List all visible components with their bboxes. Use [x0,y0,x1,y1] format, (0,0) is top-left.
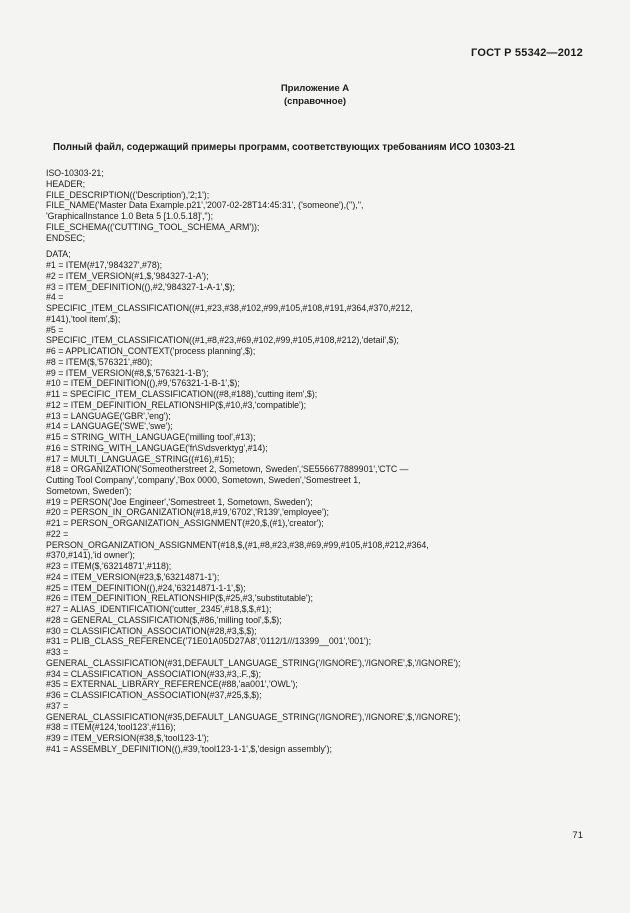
code-line: DATA; [46,249,71,260]
code-line: #34 = CLASSIFICATION_ASSOCIATION(#33,#3,.F.,$); [46,668,262,679]
code-line: #6 = APPLICATION_CONTEXT('process planning',$); [46,346,256,356]
code-line: FILE_DESCRIPTION(('Description'),'2;1'); [46,189,210,200]
code-line: #33 = [46,647,69,657]
code-line: #4 = [46,292,64,303]
code-line: FILE_NAME('Master Data Example.p21','2007-02-28T14:45:31', ('someone'),(''),'', [46,200,364,211]
code-line: #31 = PLIB_CLASS_REFERENCE('71E01A05D27A8','0112/1///13399__001','001'); [46,636,372,647]
code-line: #141),'tool item',$); [46,313,121,324]
code-line: #21 = PERSON_ORGANIZATION_ASSIGNMENT(#20,$,(#1),'creator'); [46,518,324,528]
code-line: FILE_SCHEMA(('CUTTING_TOOL_SCHEMA_ARM')); [46,221,260,232]
code-line: #22 = [46,528,69,539]
code-line: #37 = [46,700,69,711]
code-line: #38 = ITEM(#124,'tool123',#116); [46,722,176,733]
code-line: 'GraphicalInstance 1.0 Beta 5 [1.0.5.18]',''); [46,211,214,221]
standard-header: ГОСТ Р 55342—2012 [471,47,583,59]
code-line: #27 = ALIAS_IDENTIFICATION('cutter_2345',#18,$,$,#1); [46,604,272,614]
code-line: #23 = ITEM($,'63214871',#118); [46,561,172,571]
code-line: #3 = ITEM_DEFINITION((),#2,'984327-1-A-1',$); [46,281,235,292]
code-line: #8 = ITEM($,'576321',#80); [46,356,153,367]
code-line: #9 = ITEM_VERSION(#8,$,'576321-1-B'); [46,367,209,378]
code-line: #15 = STRING_WITH_LANGUAGE('milling tool',#13); [46,432,256,442]
code-line: HEADER; [46,178,86,189]
code-line: #30 = CLASSIFICATION_ASSOCIATION(#28,#3,$,$); [46,625,257,636]
code-line: #10 = ITEM_DEFINITION((),#9,'576321-1-B-1',$); [46,378,240,389]
code-line: #41 = ASSEMBLY_DEFINITION((),#39,'tool123-1-1',$,'design assembly'); [46,743,332,754]
code-line: #13 = LANGUAGE('GBR','eng'); [46,410,171,421]
code-line: #26 = ITEM_DEFINITION_RELATIONSHIP($,#25,#3,'substitutable'); [46,593,313,604]
code-line: #18 = ORGANIZATION('Someotherstreet 2, Sometown, Sweden','SE556677889901','CTC — [46,464,409,475]
code-line: #35 = EXTERNAL_LIBRARY_REFERENCE(#88,'aa001','OWL'); [46,679,298,690]
code-line: #19 = PERSON('Joe Engineer','Somestreet 1, Sometown, Sweden'); [46,496,313,507]
code-listing [46,168,586,755]
code-line: ISO-10303-21; [46,168,104,178]
code-line: #28 = GENERAL_CLASSIFICATION($,#86,'milling tool',$,$); [46,614,282,625]
code-line: Sometown, Sweden'); [46,485,132,496]
document-title: Полный файл, содержащий примеры программ, соответствующих требованиям ИСО 10303-21 [53,142,516,153]
code-line: GENERAL_CLASSIFICATION(#31,DEFAULT_LANGUAGE_STRING('/IGNORE'),'/IGNORE',$,'/IGNORE'); [46,657,461,668]
code-line: #39 = ITEM_VERSION(#38,$,'tool123-1'); [46,733,210,743]
code-line: #1 = ITEM(#17,'984327',#78); [46,260,163,270]
code-line: #17 = MULTI_LANGUAGE_STRING((#16),#15); [46,453,235,464]
code-line: #14 = LANGUAGE('SWE','swe'); [46,421,173,432]
code-line: #16 = STRING_WITH_LANGUAGE('fr\S\dsverktyg',#14); [46,442,268,453]
annex-heading [0,83,630,108]
code-line: #370,#141),'id owner'); [46,550,135,561]
code-line: SPECIFIC_ITEM_CLASSIFICATION((#1,#23,#38,#102,#99,#105,#108,#191,#364,#370,#212, [46,303,413,313]
code-line: #36 = CLASSIFICATION_ASSOCIATION(#37,#25,$,$); [46,690,262,700]
code-line: ENDSEC; [46,232,86,243]
code-line: #20 = PERSON_IN_ORGANIZATION(#18,#19,'6702','R139','employee'); [46,507,329,518]
code-line: #11 = SPECIFIC_ITEM_CLASSIFICATION((#8,#188),'cutting item',$); [46,389,318,399]
code-line: PERSON_ORGANIZATION_ASSIGNMENT(#18,$,(#1,#8,#23,#38,#69,#99,#105,#108,#212,#364, [46,539,429,550]
code-line: Cutting Tool Company','company','Box 0000, Sometown, Sweden','Somestreet 1, [46,475,361,485]
code-line: #25 = ITEM_DEFINITION((),#24,'63214871-1-1',$); [46,582,246,593]
code-line: #24 = ITEM_VERSION(#23,$,'63214871-1'); [46,571,220,582]
code-line: #5 = [46,324,64,335]
annex-title: Приложение А [280,83,350,94]
code-line: #12 = ITEM_DEFINITION_RELATIONSHIP($,#10,#3,'compatible'); [46,399,307,410]
page-number: 71 [572,830,583,841]
code-line: SPECIFIC_ITEM_CLASSIFICATION((#1,#8,#23,#69,#102,#99,#105,#108,#212),'detail',$); [46,335,399,346]
code-line: #2 = ITEM_VERSION(#1,$,'984327-1-A'); [46,270,209,281]
code-line: GENERAL_CLASSIFICATION(#35,DEFAULT_LANGUAGE_STRING('/IGNORE'),'/IGNORE',$,'/IGNORE'); [46,711,461,722]
annex-subtitle: (справочное) [283,95,347,107]
